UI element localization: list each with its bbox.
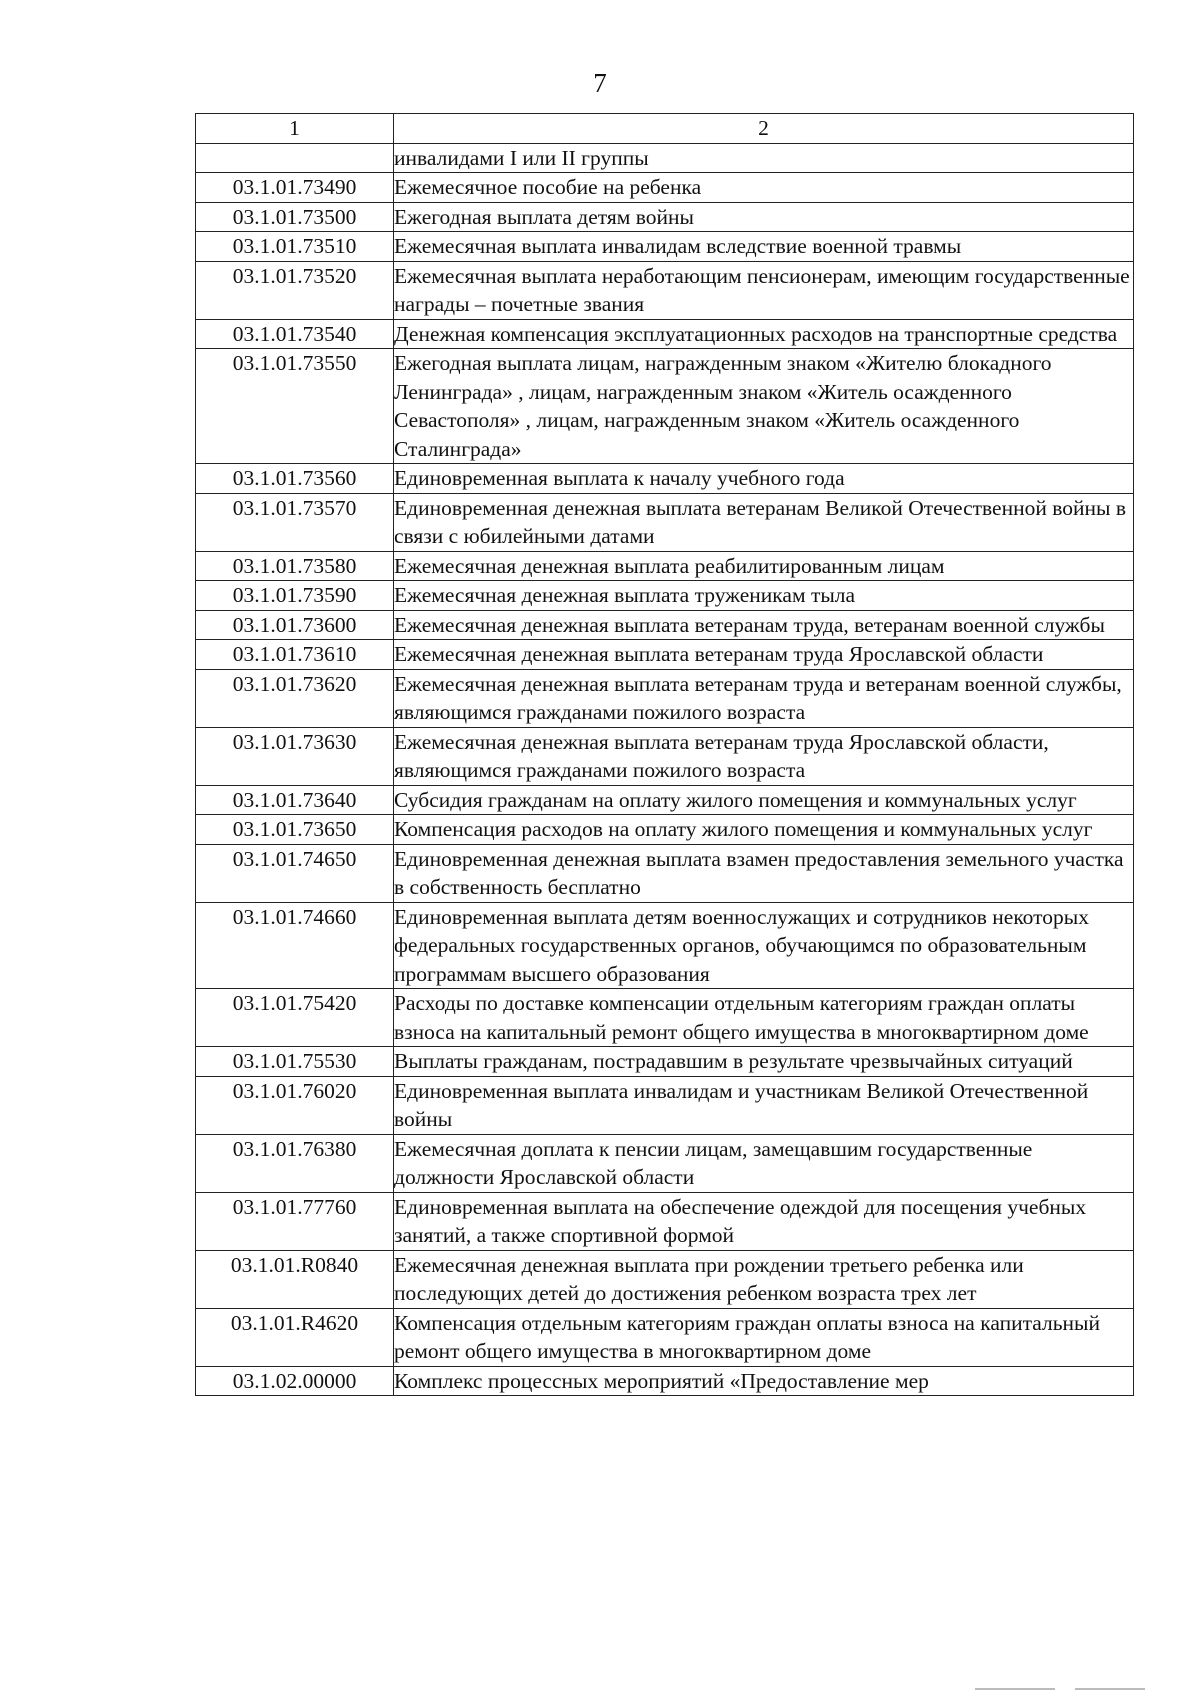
table-row bbox=[196, 581, 1134, 611]
table-body bbox=[196, 143, 1134, 1396]
description-cell: Единовременная денежная выплата взамен предоставления земельного участка в собственность бесплатно bbox=[394, 844, 1134, 902]
table-row bbox=[196, 989, 1134, 1047]
description-cell: Ежемесячная денежная выплата реабилитированным лицам bbox=[394, 551, 1134, 581]
description-cell: Ежемесячная доплата к пенсии лицам, замещавшим государственные должности Ярославской области bbox=[394, 1134, 1134, 1192]
table-row bbox=[196, 1134, 1134, 1192]
column-header-1: 1 bbox=[196, 114, 394, 144]
scan-edge-mark bbox=[975, 1688, 1055, 1690]
budget-code-cell: 03.1.01.73490 bbox=[196, 173, 394, 203]
description-cell: Ежегодная выплата детям войны bbox=[394, 202, 1134, 232]
description-cell: Ежемесячная выплата неработающим пенсионерам, имеющим государственные награды – почетные звания bbox=[394, 261, 1134, 319]
table-row bbox=[196, 493, 1134, 551]
budget-code-cell: 03.1.01.73640 bbox=[196, 785, 394, 815]
description-cell: Ежемесячная денежная выплата ветеранам труда Ярославской области bbox=[394, 640, 1134, 670]
table-row bbox=[196, 815, 1134, 845]
table-row bbox=[196, 1366, 1134, 1396]
budget-code-cell: 03.1.01.76380 bbox=[196, 1134, 394, 1192]
table-row bbox=[196, 1192, 1134, 1250]
description-cell: Компенсация расходов на оплату жилого помещения и коммунальных услуг bbox=[394, 815, 1134, 845]
budget-code-cell: 03.1.01.73590 bbox=[196, 581, 394, 611]
scan-edge-mark bbox=[1075, 1688, 1145, 1690]
description-cell: Единовременная выплата на обеспечение одеждой для посещения учебных занятий, а также спортивной формой bbox=[394, 1192, 1134, 1250]
budget-code-cell: 03.1.01.73610 bbox=[196, 640, 394, 670]
budget-code-cell: 03.1.01.73540 bbox=[196, 319, 394, 349]
description-cell: Ежемесячная денежная выплата ветеранам труда, ветеранам военной службы bbox=[394, 610, 1134, 640]
table-row bbox=[196, 1250, 1134, 1308]
table-row bbox=[196, 1047, 1134, 1077]
description-cell: Единовременная выплата инвалидам и участникам Великой Отечественной войны bbox=[394, 1076, 1134, 1134]
table-row bbox=[196, 1308, 1134, 1366]
description-cell: Ежегодная выплата лицам, награжденным знаком «Жителю блокадного Ленинграда» , лицам, награжденным знаком «Житель осажденного Севастополя» , лицам, награжденным знаком «Житель осажденного Сталинграда» bbox=[394, 349, 1134, 464]
column-header-2: 2 bbox=[394, 114, 1134, 144]
budget-code-cell: 03.1.01.76020 bbox=[196, 1076, 394, 1134]
budget-code-cell bbox=[196, 143, 394, 173]
table-row bbox=[196, 202, 1134, 232]
table-row bbox=[196, 551, 1134, 581]
table-row bbox=[196, 319, 1134, 349]
table-header-row bbox=[196, 114, 1134, 144]
budget-code-cell: 03.1.01.R4620 bbox=[196, 1308, 394, 1366]
budget-code-cell: 03.1.01.73630 bbox=[196, 727, 394, 785]
description-cell: Ежемесячная денежная выплата при рождении третьего ребенка или последующих детей до достижения ребенком возраста трех лет bbox=[394, 1250, 1134, 1308]
description-cell: Ежемесячная выплата инвалидам вследствие военной травмы bbox=[394, 232, 1134, 262]
budget-code-cell: 03.1.01.73620 bbox=[196, 669, 394, 727]
budget-code-cell: 03.1.01.73570 bbox=[196, 493, 394, 551]
page-number: 7 bbox=[593, 68, 607, 98]
budget-code-cell: 03.1.01.73520 bbox=[196, 261, 394, 319]
table-row bbox=[196, 349, 1134, 464]
table-row bbox=[196, 640, 1134, 670]
budget-code-cell: 03.1.01.73550 bbox=[196, 349, 394, 464]
table-row bbox=[196, 610, 1134, 640]
budget-code-cell: 03.1.01.73600 bbox=[196, 610, 394, 640]
budget-code-cell: 03.1.01.74660 bbox=[196, 902, 394, 989]
description-cell: Денежная компенсация эксплуатационных расходов на транспортные средства bbox=[394, 319, 1134, 349]
table-row bbox=[196, 232, 1134, 262]
description-cell: Субсидия гражданам на оплату жилого помещения и коммунальных услуг bbox=[394, 785, 1134, 815]
table-row bbox=[196, 143, 1134, 173]
table-row bbox=[196, 785, 1134, 815]
description-cell: Выплаты гражданам, пострадавшим в результате чрезвычайных ситуаций bbox=[394, 1047, 1134, 1077]
table-row bbox=[196, 261, 1134, 319]
table-row bbox=[196, 669, 1134, 727]
description-cell: Ежемесячная денежная выплата труженикам тыла bbox=[394, 581, 1134, 611]
budget-code-cell: 03.1.01.73500 bbox=[196, 202, 394, 232]
budget-code-cell: 03.1.01.74650 bbox=[196, 844, 394, 902]
description-cell: Компенсация отдельным категориям граждан оплаты взноса на капитальный ремонт общего имущества в многоквартирном доме bbox=[394, 1308, 1134, 1366]
table-row bbox=[196, 844, 1134, 902]
description-cell: инвалидами I или II группы bbox=[394, 143, 1134, 173]
table-row bbox=[196, 464, 1134, 494]
budget-code-cell: 03.1.01.75420 bbox=[196, 989, 394, 1047]
description-cell: Ежемесячная денежная выплата ветеранам труда и ветеранам военной службы, являющимся гражданами пожилого возраста bbox=[394, 669, 1134, 727]
budget-code-cell: 03.1.01.73650 bbox=[196, 815, 394, 845]
budget-code-cell: 03.1.01.R0840 bbox=[196, 1250, 394, 1308]
table-row bbox=[196, 902, 1134, 989]
description-cell: Ежемесячная денежная выплата ветеранам труда Ярославской области, являющимся гражданами пожилого возраста bbox=[394, 727, 1134, 785]
budget-code-cell: 03.1.01.73510 bbox=[196, 232, 394, 262]
description-cell: Комплекс процессных мероприятий «Предоставление мер bbox=[394, 1366, 1134, 1396]
description-cell: Расходы по доставке компенсации отдельным категориям граждан оплаты взноса на капитальный ремонт общего имущества в многоквартирном доме bbox=[394, 989, 1134, 1047]
budget-code-table bbox=[195, 113, 1134, 1396]
description-cell: Единовременная выплата к началу учебного года bbox=[394, 464, 1134, 494]
table-row bbox=[196, 173, 1134, 203]
budget-code-cell: 03.1.01.73580 bbox=[196, 551, 394, 581]
description-cell: Ежемесячное пособие на ребенка bbox=[394, 173, 1134, 203]
table-row bbox=[196, 727, 1134, 785]
budget-code-cell: 03.1.01.73560 bbox=[196, 464, 394, 494]
budget-code-cell: 03.1.01.75530 bbox=[196, 1047, 394, 1077]
description-cell: Единовременная денежная выплата ветеранам Великой Отечественной войны в связи с юбилейными датами bbox=[394, 493, 1134, 551]
description-cell: Единовременная выплата детям военнослужащих и сотрудников некоторых федеральных государственных органов, обучающимся по образовательным программам высшего образования bbox=[394, 902, 1134, 989]
table-row bbox=[196, 1076, 1134, 1134]
budget-code-cell: 03.1.02.00000 bbox=[196, 1366, 394, 1396]
budget-code-cell: 03.1.01.77760 bbox=[196, 1192, 394, 1250]
